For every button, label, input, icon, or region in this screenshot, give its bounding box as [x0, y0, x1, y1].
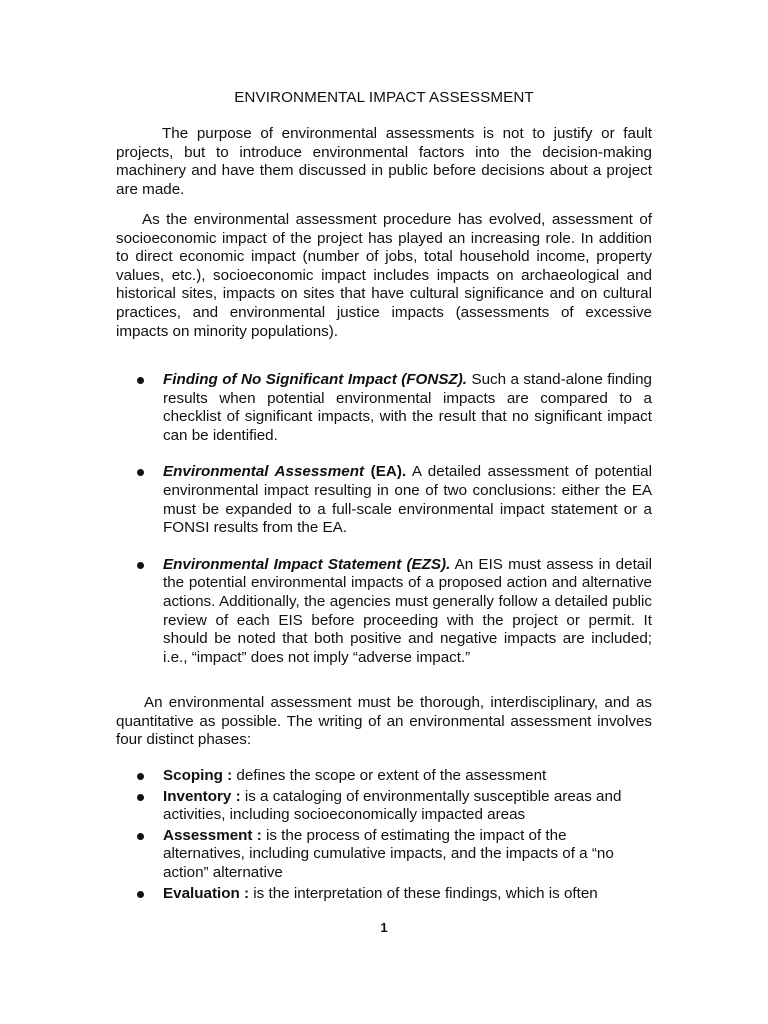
- phase-text: is the process of estimating the impact of the alternatives, including cumulative impacts, and the impacts of a “no action” alternative: [163, 826, 614, 881]
- phase-term: Inventory :: [163, 787, 241, 805]
- page-number: 1: [380, 920, 388, 935]
- list-item: [163, 371, 652, 445]
- list-item: [163, 767, 633, 786]
- list-item: [163, 885, 633, 904]
- list-item: [163, 827, 633, 883]
- list-item: [163, 556, 652, 668]
- assessment-outcomes-list: [163, 371, 652, 685]
- phases-list: [163, 767, 633, 905]
- phase-term: Scoping :: [163, 767, 233, 784]
- phase-text: is the interpretation of these findings, which is often: [249, 884, 598, 902]
- outcome-term-suffix: (EA).: [364, 463, 407, 481]
- outcome-text: Such a stand-alone finding results when potential environmental impacts are compared to a checklist of significant impacts, with the result that no significant impact can be identified.: [163, 371, 652, 444]
- bullet-icon: [137, 377, 144, 384]
- phase-text: is a cataloging of environmentally susceptible areas and activities, including socioeconomically impacted areas: [163, 787, 622, 824]
- bullet-icon: [137, 833, 144, 840]
- phases-intro-paragraph: An environmental assessment must be thorough, interdisciplinary, and as quantitative as possible. The writing of an environmental assessment involves four distinct phases:: [116, 694, 652, 749]
- bullet-icon: [137, 469, 144, 476]
- phase-text: defines the scope or extent of the assessment: [232, 767, 547, 784]
- outcome-term: Environmental Assessment: [163, 463, 365, 481]
- bullet-icon: [137, 562, 144, 569]
- bullet-icon: [137, 891, 144, 898]
- list-item: [163, 788, 633, 825]
- list-item: [163, 463, 652, 537]
- bullet-icon: [137, 794, 144, 801]
- socioeconomic-paragraph: As the environmental assessment procedure has evolved, assessment of socioeconomic impact of the project has played an increasing role. In addition to direct economic impact (number of jobs, total household income, property values, etc.), socioeconomic impact includes impacts on archaeological and historical sites, impacts on sites that have cultural significance and on cultural practices, and environmental justice impacts (assessments of excessive impacts on minority populations).: [116, 211, 652, 340]
- intro-paragraph: The purpose of environmental assessments is not to justify or fault projects, but to introduce environmental factors into the decision-making machinery and have them discussed in public before decisions about a project are made.: [116, 125, 652, 198]
- outcome-term: Environmental Impact Statement (EZS).: [163, 555, 451, 573]
- outcome-text: A detailed assessment of potential environmental impact resulting in one of two conclusions: either the EA must be expanded to a full-scale environmental impact statement or a FONSI results from the EA.: [163, 463, 652, 537]
- outcome-text: An EIS must assess in detail the potential environmental impacts of a proposed action and alternative actions. Additionally, the agencies must generally follow a detailed public review of each EIS before proceeding with the project or permit. It should be noted that both positive and negative impacts are included; i.e., “impact” does not imply “adverse impact.”: [163, 555, 652, 666]
- outcome-term: Finding of No Significant Impact (FONSZ).: [163, 371, 468, 388]
- document-title: ENVIRONMENTAL IMPACT ASSESSMENT: [234, 89, 534, 106]
- bullet-icon: [137, 773, 144, 780]
- phase-term: Assessment :: [163, 826, 262, 844]
- phase-term: Evaluation :: [163, 884, 250, 902]
